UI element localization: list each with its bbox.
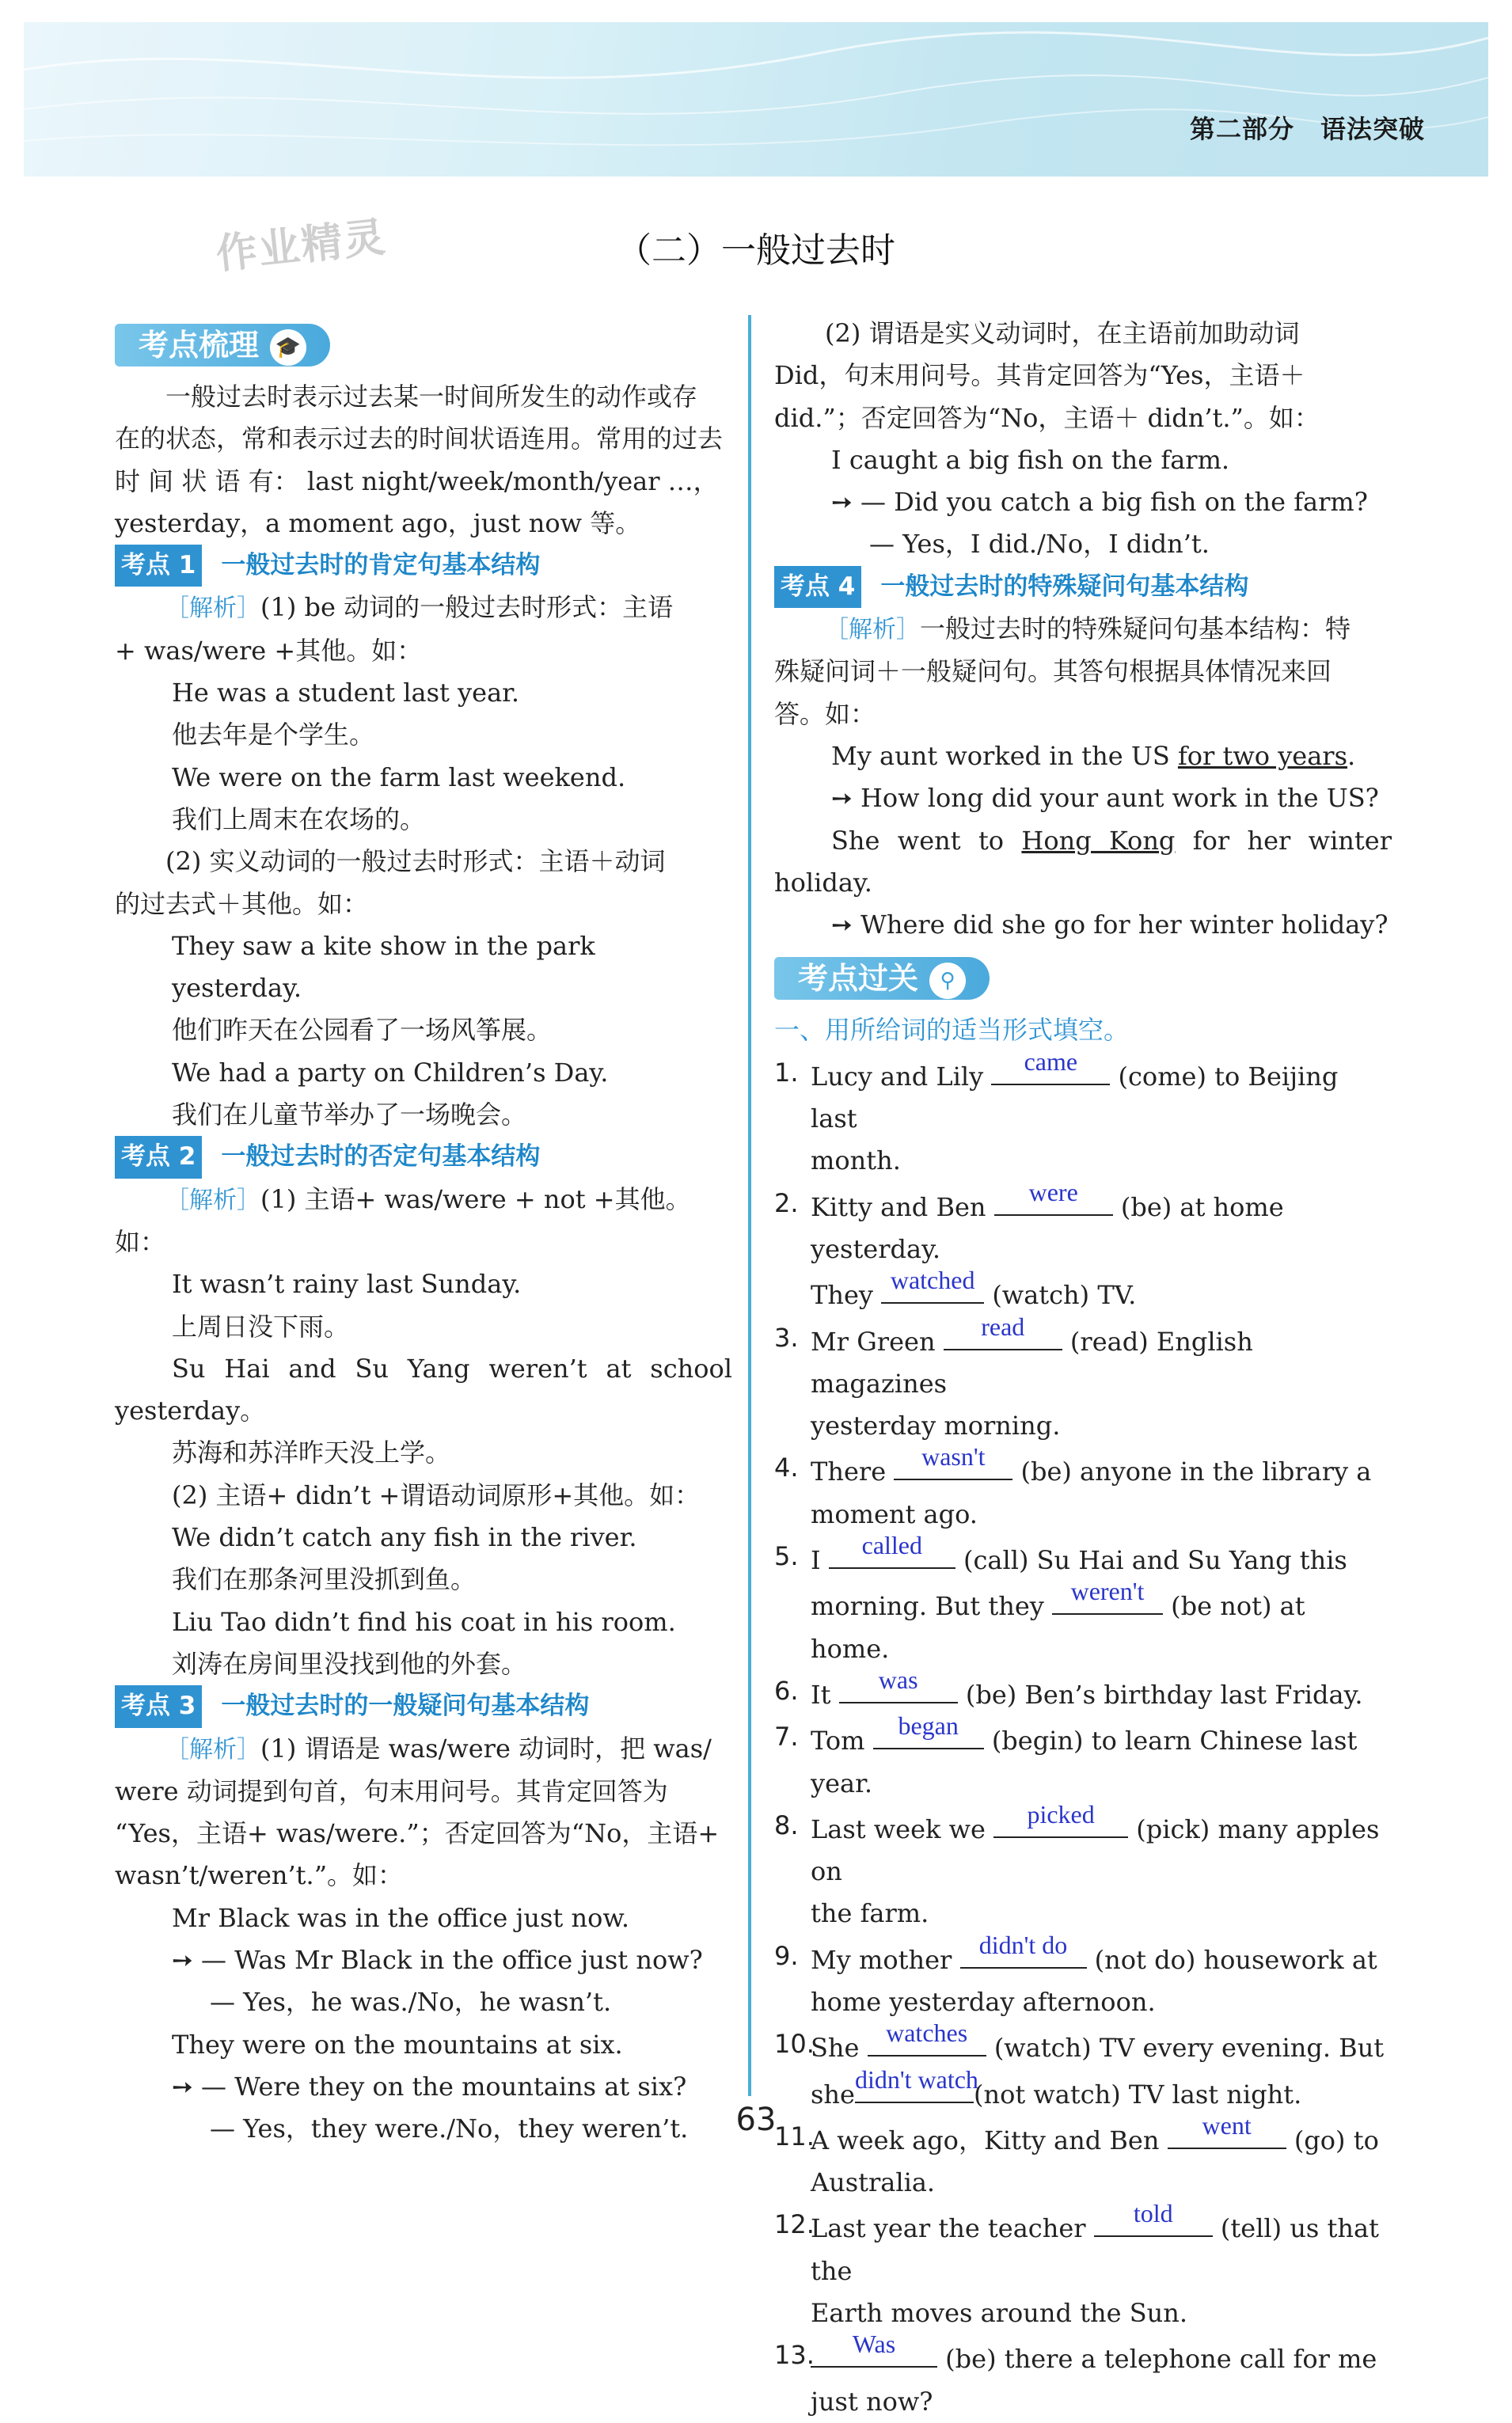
kaodian-tag: 考点 1 [115, 545, 202, 587]
answer-blank[interactable] [1094, 2199, 1213, 2237]
example-line: We had a party on Children’s Day. [172, 1057, 609, 1088]
question-item [774, 2199, 1392, 2292]
text-line [774, 608, 1392, 651]
question-continuation [774, 1577, 1392, 1670]
question-continuation [774, 2381, 1392, 2423]
banner-label: 考点梳理 [139, 328, 260, 363]
question-number: 7. [774, 1722, 799, 1753]
page-title: （二）一般过去时 [617, 230, 895, 271]
question-item [774, 1046, 1392, 1141]
question-number: 1. [774, 1057, 799, 1088]
example-line: ➙ — Did you catch a big fish on the farm? [831, 487, 1368, 518]
text: (1) 主语+ was/were + not +其他。如： [115, 1183, 691, 1257]
question-text: (pick) many apples on [811, 1813, 1380, 1887]
text-line: wasn’t/weren’t.”。如： [115, 1860, 404, 1891]
example-line: 我们在那条河里没抓到鱼。 [172, 1564, 477, 1595]
question-number: 8. [774, 1810, 799, 1840]
intro-line: 在的状态，常和表示过去的时间状语连用。常用的过去 [115, 423, 724, 454]
question-text: (tell) us that the [811, 2213, 1379, 2286]
text: (1) 谓语是 was/were 动词时，把 was/ [260, 1733, 712, 1764]
question-item [774, 1312, 1392, 1406]
question-number: 6. [774, 1675, 799, 1706]
banner-kaodian-shuli [115, 313, 732, 373]
example-line: — Yes，I did./No，I didn’t. [869, 529, 1210, 560]
kaodian-title: 一般过去时的否定句基本结构 [221, 1142, 541, 1172]
text: My aunt worked in the US [831, 740, 1178, 771]
kaodian-tag: 考点 2 [115, 1136, 202, 1178]
question-text: Mr Green [811, 1326, 944, 1357]
answer-text: weren't [1070, 1577, 1145, 1606]
question-text: just now? [811, 2386, 933, 2417]
example-line [774, 820, 1392, 862]
answer-text: watched [890, 1266, 975, 1295]
question-text: (be) at home yesterday. [811, 1191, 1284, 1264]
question-number: 9. [774, 1940, 799, 1971]
example-line: Su Hai and Su Yang weren’t at school [172, 1353, 732, 1384]
kaodian-tag: 考点 4 [774, 566, 861, 608]
question-item [774, 1177, 1392, 1271]
question-text: (be not) at home. [811, 1591, 1305, 1664]
answer-text: told [1133, 2199, 1173, 2228]
answer-text: didn't do [978, 1930, 1068, 1959]
question-item [774, 1930, 1392, 1981]
answer-blank[interactable] [811, 2330, 937, 2368]
question-text: (not watch) TV last night. [973, 2079, 1302, 2110]
text-line: 答。如： [774, 698, 876, 729]
question-text: Australia. [811, 2167, 936, 2198]
question-text: Earth moves around the Sun. [811, 2298, 1187, 2329]
question-text: They [811, 1280, 882, 1311]
example-line: 我们在儿童节举办了一场晚会。 [172, 1099, 527, 1130]
watermark: 作业精灵 [214, 213, 389, 279]
question-text: (call) Su Hai and Su Yang this [955, 1545, 1347, 1576]
text-line: were 动词提到句首，句末用问号。其肯定回答为 [115, 1775, 668, 1806]
question-text: Lucy and Lily [811, 1061, 992, 1092]
example-line: 刘涛在房间里没找到他的外套。 [172, 1648, 527, 1679]
text: 一般过去时的特殊疑问句基本结构：特 [920, 613, 1351, 644]
jiexi-label: ［解析］ [825, 616, 920, 644]
intro-line: 一般过去时表示过去某一时间所发生的动作或存 [165, 382, 698, 412]
example-line: 苏海和苏洋昨天没上学。 [172, 1437, 451, 1468]
intro-line: yesterday，a moment ago，just now 等。 [115, 507, 641, 538]
underlined-phrase: for two years [1177, 740, 1348, 771]
question-continuation [774, 1266, 1392, 1316]
kaodian-3-heading [115, 1685, 732, 1727]
question-number: 13. [774, 2340, 815, 2371]
header-section-label: 第二部分 语法突破 [1189, 114, 1425, 144]
text-line [115, 587, 732, 629]
question-number: 11. [774, 2121, 815, 2151]
answer-blank[interactable] [854, 2064, 978, 2103]
question-item [774, 1442, 1392, 1493]
text: (1) be 动词的一般过去时形式：主语 [260, 592, 674, 623]
example-line: I caught a big fish on the farm. [831, 444, 1230, 475]
example-line: It wasn’t rainy last Sunday. [172, 1269, 522, 1300]
example-line: They saw a kite show in the park yesterday. [172, 930, 595, 1004]
question-text: Last year the teacher [811, 2213, 1094, 2244]
question-number: 3. [774, 1322, 799, 1353]
page-number: 63 [735, 2102, 777, 2138]
banner-kaodian-guoguan [774, 946, 1392, 1006]
answer-text: were [1028, 1177, 1078, 1206]
text-line: Did，句末用问号。其肯定回答为“Yes，主语＋ [774, 360, 1305, 391]
example-line: holiday. [774, 867, 872, 898]
example-line: 他去年是个学生。 [172, 720, 375, 750]
question-text: (go) to [1286, 2125, 1379, 2155]
column-divider [748, 315, 751, 2096]
question-text: (come) to Beijing last [811, 1061, 1339, 1134]
jiexi-label: ［解析］ [165, 594, 260, 623]
example-line [774, 735, 1392, 777]
example-line: yesterday。 [115, 1396, 266, 1426]
question-item [774, 1665, 1392, 1716]
answer-blank[interactable] [1052, 1577, 1163, 1615]
text-line: (2) 谓语是实义动词时，在主语前加助动词 [825, 318, 1300, 348]
question-text: the farm. [811, 1898, 929, 1929]
answer-blank[interactable] [994, 1177, 1113, 1216]
example-line: We didn’t catch any fish in the river. [172, 1522, 637, 1553]
section-heading: 一、用所给词的适当形式填空。 [774, 1015, 1130, 1046]
intro-line: 时 间 状 语 有： last night/week/month/year …， [115, 465, 719, 496]
example-line: We were on the farm last weekend. [172, 761, 626, 792]
answer-text: called [861, 1531, 922, 1560]
example-line: — Yes，they were./No，they weren’t. [210, 2113, 689, 2144]
text-line [115, 1728, 732, 1771]
text-line: (2) 实义动词的一般过去时形式：主语＋动词 [165, 846, 666, 877]
answer-text: picked [1027, 1799, 1095, 1829]
question-continuation [774, 2162, 1392, 2204]
answer-text: began [898, 1711, 959, 1741]
answer-blank[interactable] [839, 1665, 958, 1703]
example-line: They were on the mountains at six. [172, 2029, 623, 2060]
kaodian-2-heading [115, 1136, 732, 1178]
header-band [24, 22, 1488, 177]
question-text: She [811, 2033, 868, 2064]
text-line: (2) 主语+ didn’t +谓语动词原形+其他。如： [172, 1479, 701, 1510]
question-text: There [811, 1456, 895, 1487]
question-number: 4. [774, 1453, 799, 1483]
text-line: + was/were +其他。如： [115, 635, 423, 666]
question-text: I [811, 1545, 829, 1576]
question-text: (begin) to learn Chinese last year. [811, 1726, 1358, 1798]
kaodian-title: 一般过去时的一般疑问句基本结构 [221, 1692, 590, 1721]
question-text: yesterday morning. [811, 1411, 1061, 1441]
text-line: 的过去式＋其他。如： [115, 888, 369, 919]
question-text: (be) anyone in the library a [1012, 1456, 1372, 1487]
question-continuation [774, 1405, 1392, 1447]
left-column [115, 313, 732, 2150]
question-text: (not do) housework at [1086, 1944, 1377, 1975]
example-line: 我们上周末在农场的。 [172, 803, 426, 834]
kaodian-title: 一般过去时的肯定句基本结构 [221, 551, 541, 580]
jiexi-label: ［解析］ [165, 1186, 260, 1214]
question-text: home yesterday afternoon. [811, 1986, 1156, 2017]
question-number: 10. [774, 2029, 815, 2060]
question-text: morning. But they [811, 1591, 1052, 1622]
question-text: Kitty and Ben [811, 1191, 994, 1222]
answer-blank[interactable] [829, 1531, 955, 1569]
example-line: ➙ — Was Mr Black in the office just now? [172, 1944, 703, 1975]
kaodian-tag: 考点 3 [115, 1685, 202, 1727]
answer-text: went [1202, 2110, 1252, 2140]
answer-blank[interactable] [881, 1266, 984, 1304]
text: for her winter [1175, 825, 1392, 856]
question-text: she [811, 2079, 855, 2110]
answer-blank[interactable] [993, 1799, 1128, 1838]
answer-blank[interactable] [868, 2019, 986, 2057]
underlined-phrase: Hong Kong [1021, 825, 1176, 856]
kaodian-4-heading [774, 566, 1392, 608]
text: She went to [831, 825, 1022, 856]
question-number: 5. [774, 1541, 799, 1572]
text-line [115, 1179, 732, 1264]
answer-blank[interactable] [991, 1046, 1110, 1085]
question-text: (watch) TV every evening. But [986, 2033, 1385, 2064]
text-line: 殊疑问词＋一般疑问句。其答句根据具体情况来回 [774, 656, 1332, 687]
question-number: 2. [774, 1187, 799, 1218]
question-text: moment ago. [811, 1498, 978, 1529]
example-line: — Yes，he was./No，he wasn’t. [210, 1987, 612, 2018]
question-text: My mother [811, 1944, 960, 1975]
example-line: 上周日没下雨。 [172, 1311, 350, 1342]
answer-blank[interactable] [873, 1711, 984, 1749]
example-line: ➙ — Were they on the mountains at six? [172, 2071, 687, 2102]
answer-blank[interactable] [960, 1930, 1087, 1969]
question-text: It [811, 1679, 839, 1710]
question-text: Tom [811, 1726, 873, 1756]
example-line: He was a student last year. [172, 678, 520, 708]
question-number: 12. [774, 2209, 815, 2240]
question-item [774, 1799, 1392, 1893]
example-line: ➙ How long did your aunt work in the US? [831, 783, 1379, 814]
example-line: Mr Black was in the office just now. [172, 1902, 630, 1933]
example-line: ➙ Where did she go for her winter holiday? [831, 910, 1389, 940]
question-list [774, 1046, 1392, 2423]
answer-text: wasn't [921, 1442, 986, 1472]
question-item [774, 2330, 1392, 2380]
answer-text: came [1024, 1046, 1078, 1076]
answer-text: watches [886, 2019, 968, 2048]
text-line: did.”；否定回答为“No，主语＋ didn’t.”。如： [774, 402, 1320, 433]
answer-blank[interactable] [894, 1442, 1012, 1480]
question-text: A week ago，Kitty and Ben [811, 2125, 1168, 2155]
question-text: month. [811, 1145, 901, 1176]
answer-text: didn't watch [854, 2064, 978, 2094]
answer-text: was [878, 1665, 918, 1694]
kaodian-1-heading [115, 545, 732, 587]
answer-blank[interactable] [944, 1312, 1062, 1350]
question-text: (be) Ben’s birthday last Friday. [957, 1679, 1363, 1710]
answer-text: read [981, 1312, 1025, 1341]
question-text: (watch) TV. [984, 1280, 1137, 1311]
kaodian-title: 一般过去时的特殊疑问句基本结构 [880, 572, 1249, 601]
banner-label: 考点过关 [798, 961, 919, 997]
text: . [1347, 740, 1356, 771]
example-line: Liu Tao didn’t find his coat in his room. [172, 1606, 676, 1637]
question-text: (read) English magazines [811, 1326, 1253, 1399]
question-text: (be) there a telephone call for me [937, 2344, 1377, 2375]
text-line: “Yes，主语+ was/were.”；否定回答为“No，主语+ [115, 1818, 720, 1849]
question-item [774, 1711, 1392, 1805]
question-text: Last week we [811, 1813, 994, 1844]
example-line: 他们昨天在公园看了一场风筝展。 [172, 1015, 553, 1046]
graduation-cap-icon: 🎓 [270, 329, 306, 366]
answer-text: Was [852, 2330, 896, 2359]
magnifier-icon: ⚲ [929, 963, 966, 999]
header-decoration [24, 22, 1488, 177]
jiexi-label: ［解析］ [165, 1735, 260, 1764]
